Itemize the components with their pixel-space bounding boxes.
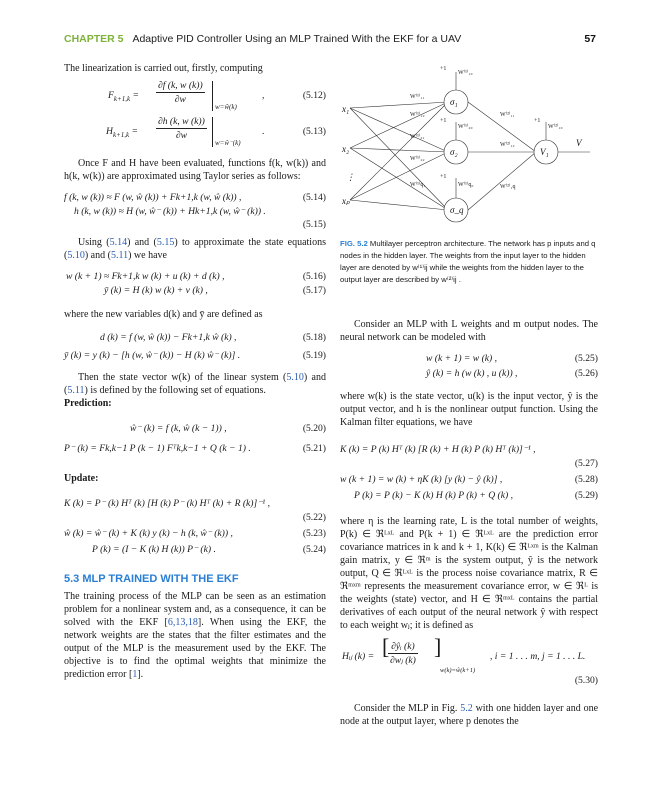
paragraph: Once F and H have been evaluated, functions f(k, w(k)) and h(k, w(k)) are approximated using Taylor series as follows: (64, 158, 326, 182)
equation-5-14: f (k, w (k)) ≈ F (w, ŵ (k)) + Fk+1,k (w, ŵ (k)) , (5.14) (64, 192, 326, 203)
equation-5-15: h (k, w (k)) ≈ H (w, ŵ⁻ (k)) + Hk+1,k (w, ŵ⁻ (k)) . (74, 206, 266, 217)
hidden-node-label: σ₁ (450, 97, 458, 107)
paragraph: where the new variables d(k) and ȳ are defined as (64, 309, 263, 320)
paragraph: The linearization is carried out, firstly, computing (64, 63, 263, 74)
weight-label: W⁽¹⁾₂₁ (410, 134, 425, 140)
weight-label: W⁽¹⁾₁₂ (410, 112, 425, 118)
equation-5-20: ŵ⁻ (k) = f (k, ŵ (k − 1)) , (5.20) (130, 423, 326, 434)
citation-link[interactable]: 1 (132, 669, 138, 680)
output-node-label: V₁ (540, 147, 549, 157)
prediction-heading: Prediction: (64, 398, 112, 409)
section-heading: 5.3 MLP TRAINED WITH THE EKF (64, 573, 239, 585)
input-label: ⋮ (346, 172, 355, 182)
input-label: x₂ (342, 144, 350, 154)
caption-text: Multilayer perceptron architecture. The network has p inputs and q nodes in the hidden layer. The weights from the input layer to the hidden layer are denoted by w⁽¹⁾ij while the weights from the hidden layer to the output layer are described by w⁽²⁾ij . (340, 239, 596, 284)
weight-label: W⁽¹⁾q₁ (410, 182, 426, 188)
equation-tag: (5.27) (574, 458, 598, 469)
paragraph: Consider an MLP with L weights and m output nodes. The neural network can be modeled with (340, 319, 598, 343)
equation-5-29: P (k) = P (k) − K (k) H (k) P (k) + Q (k) , (5.29) (354, 490, 598, 501)
equation-5-28: w (k + 1) = w (k) + ηK (k) [y (k) − ŷ (k)] , (5.28) (340, 474, 598, 485)
paragraph: Using (5.14) and (5.15) to approximate the state equations (5.10) and (5.11) we have (64, 237, 326, 261)
equation-5-18: d (k) = f (w, ŵ (k)) − Fk+1,k ŵ (k) , (5.18) (100, 332, 326, 343)
equation-5-27: K (k) = P (k) Hᵀ (k) [R (k) + H (k) P (k) Hᵀ (k)]⁻¹ , (340, 444, 536, 455)
equation-ref-link[interactable]: 5.15 (156, 237, 175, 248)
equation-5-12: $F_{k+1,k}$ = $\frac{\partial f (k, w (k))}{\partial w}$ w=ŵ(k) , (5.12) (108, 80, 326, 111)
equation-5-16: w (k + 1) ≈ Fk+1,k w (k) + u (k) + d (k) , (5.16) (66, 271, 326, 282)
weight-label: W⁽¹⁾₁₀ (458, 70, 473, 76)
weight-label: W⁽¹⁾₂₀ (458, 124, 473, 130)
input-label: xₚ (342, 196, 350, 206)
equation-5-22: K (k) = P⁻ (k) Hᵀ (k) [H (k) P⁻ (k) Hᵀ (k) + R (k)]⁻¹ , (64, 498, 270, 509)
figure-label: FIG. 5.2 (340, 239, 368, 248)
weight-label: W⁽²⁾₁q (500, 184, 516, 190)
equation-5-19: ȳ (k) = y (k) − [h (w, ŵ⁻ (k)) − H (k) ŵ⁻ (k)] . (5.19) (64, 350, 326, 361)
weight-label: W⁽²⁾₁₁ (500, 112, 515, 118)
weight-label: W⁽²⁾₁₀ (548, 124, 563, 130)
bias-label: +1 (440, 118, 447, 124)
equation-5-24: P (k) = (I − K (k) H (k)) P⁻ (k) . (5.24) (92, 544, 326, 555)
paragraph: The training process of the MLP can be seen as an estimation problem for a nonlinear system and, as a consequence, it can be solved with the EKF [6,13,18]. When using the EKF, the network weights are the states that the filter estimates and the output of the MLP is the measurement used by the EKF. The objective is to find the optimal weights that minimize the prediction error [1]. (64, 591, 326, 680)
chapter-title: Adaptive PID Controller Using an MLP Trained With the EKF for a UAV (132, 33, 462, 45)
bias-label: +1 (534, 118, 541, 124)
figure-caption (340, 238, 598, 286)
citation-link[interactable]: 6,13,18 (167, 617, 198, 628)
equation-tag: (5.30) (574, 675, 598, 686)
paragraph: where w(k) is the state vector, u(k) is the input vector, ŷ is the output vector, and h is the nonlinear output function. Using the Kalman filter equations, we have (340, 391, 598, 428)
bias-label: +1 (440, 174, 447, 180)
equation-5-17: ȳ (k) = H (k) w (k) + v (k) , (5.17) (104, 285, 326, 296)
weight-label: W⁽¹⁾₂₂ (410, 156, 425, 162)
weight-label: W⁽¹⁾₁₁ (410, 94, 425, 100)
equation-5-26: ŷ (k) = h (w (k) , u (k)) , (5.26) (426, 368, 598, 379)
hidden-node-label: σ₂ (450, 147, 458, 157)
bias-label: +1 (440, 66, 447, 72)
equation-ref-link[interactable]: 5.10 (286, 372, 304, 383)
equation-ref-link[interactable]: 5.10 (67, 250, 85, 261)
equation-5-21: P⁻ (k) = Fk,k−1 P (k − 1) Fᵀk,k−1 + Q (k − 1) . (5.21) (64, 443, 326, 454)
weight-label: W⁽²⁾₁₂ (500, 142, 515, 148)
paragraph: where η is the learning rate, L is the total number of weights, P(k) ∈ ℜᴸˣᴸ and P(k + 1) ∈ ℜᴸˣᴸ are the prediction error covariance matrices in k and k + 1, K(k) ∈ ℜᴸˣᵐ is the Kalman gain matrix, y ∈ ℜᵐ is the system output, ŷ is the network output, Q ∈ ℜᴸˣᴸ is the process noise covariance matrix, R ∈ ℜᵐˣᵐ represents the measurement covariance error, w ∈ ℜᴸ is the weights (state) vector, and H ∈ ℜᵐˣᴸ contains the partial derivatives of each output of the neural network ŷ with respect to each weight wⱼ; it is defined as (340, 516, 598, 631)
equation-tag: (5.22) (302, 512, 326, 523)
equation-5-25: w (k + 1) = w (k) , (5.25) (426, 353, 598, 364)
weight-label: W⁽¹⁾q₀ (458, 182, 474, 188)
hidden-node-label: σ_q (450, 205, 464, 215)
left-column (64, 62, 326, 681)
mlp-architecture-figure (340, 60, 598, 232)
right-column (340, 318, 598, 728)
input-label: x₁ (342, 104, 350, 114)
equation-ref-link[interactable]: 5.14 (109, 237, 128, 248)
equation-ref-link[interactable]: 5.11 (67, 385, 85, 396)
running-header (64, 33, 596, 49)
chapter-label: CHAPTER 5 (64, 33, 124, 45)
page-number: 57 (584, 33, 596, 45)
equation-tag: (5.15) (302, 219, 326, 230)
figure-ref-link[interactable]: 5.2 (460, 703, 473, 714)
update-heading: Update: (64, 473, 99, 484)
equation-5-23: ŵ (k) = ŵ⁻ (k) + K (k) y (k) − h (k, ŵ⁻ (k)) , (5.23) (64, 528, 326, 539)
paragraph: Then the state vector w(k) of the linear system (5.10) and (5.11) is defined by the following set of equations. (64, 372, 326, 396)
output-label: V (576, 138, 582, 148)
equation-5-13: $H_{k+1,k}$ = $\frac{\partial h (k, w (k))}{\partial w}$ w=ŵ⁻(k) . (5.13) (106, 116, 326, 147)
equation-ref-link[interactable]: 5.11 (110, 250, 129, 261)
paragraph: Consider the MLP in Fig. 5.2 with one hidden layer and one node at the output layer, where p denotes the (340, 703, 599, 727)
equation-5-30: Hᵢⱼ (k) = [ $\frac{\text{∂ŷᵢ (k)}}{\text{∂wⱼ (k)}}$ ] w(k)=ŵ(k+1) , i = 1 . . . m, j = 1 . . . L. (342, 634, 586, 674)
